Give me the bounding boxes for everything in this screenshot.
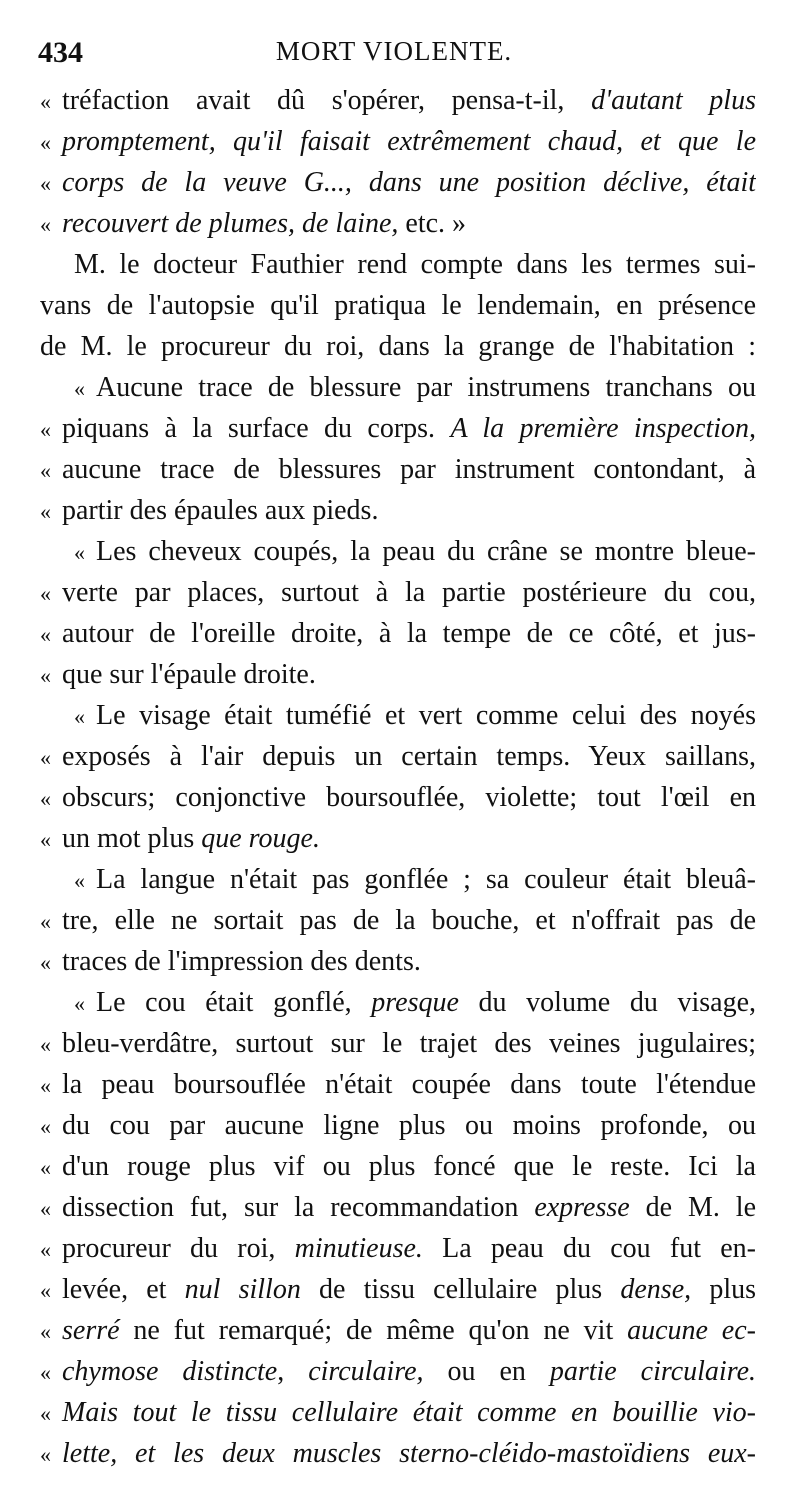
- text-line: [40, 1187, 756, 1228]
- italic-text: expresse: [534, 1192, 630, 1223]
- text-span: ou en: [423, 1356, 550, 1387]
- quote-mark: «: [40, 827, 51, 852]
- italic-text: recouvert de plumes, de laine,: [62, 208, 406, 239]
- quote-mark: «: [74, 540, 85, 565]
- quote-mark: «: [40, 581, 51, 606]
- text-span: bleu-verdâtre, surtout sur le trajet des veines jugulaires;: [62, 1028, 756, 1059]
- running-title: MORT VIOLENTE.: [275, 36, 513, 66]
- quote-mark: «: [74, 868, 85, 893]
- text-line: [40, 121, 756, 162]
- text-line: [40, 408, 756, 449]
- text-span: que sur l'épaule droite.: [62, 659, 316, 690]
- italic-text: aucune ec-: [627, 1315, 756, 1346]
- text-span: autour de l'oreille droite, à la tempe de ce côté, et jus-: [62, 618, 756, 649]
- text-line: [40, 654, 756, 695]
- italic-text: presque: [371, 987, 459, 1018]
- text-line: [40, 1023, 756, 1064]
- text-span: d'un rouge plus vif ou plus foncé que le reste. Ici la: [62, 1151, 756, 1182]
- italic-text: Mais tout le tissu cellulaire était comme en bouillie vio-: [62, 1397, 756, 1428]
- italic-text: A la première inspection,: [450, 413, 756, 444]
- text-line: [40, 982, 756, 1023]
- text-line: [40, 695, 756, 736]
- text-line: [40, 449, 756, 490]
- text-span: La langue n'était pas gonflée ; sa couleur était bleuâ-: [96, 864, 756, 895]
- text-span: M. le docteur Fauthier rend compte dans les termes sui-: [74, 249, 756, 280]
- text-line: [40, 326, 756, 367]
- text-line: [40, 367, 756, 408]
- text-line: [40, 572, 756, 613]
- text-line: [40, 1392, 756, 1433]
- text-span: de M. le: [629, 1192, 756, 1223]
- text-line: [40, 162, 756, 203]
- text-span: partir des épaules aux pieds.: [62, 495, 379, 526]
- body-text: [40, 80, 756, 1474]
- text-span: la peau boursouflée n'était coupée dans toute l'étendue: [62, 1069, 756, 1100]
- text-line: [40, 1105, 756, 1146]
- page-header: [38, 36, 750, 76]
- text-line: [40, 777, 756, 818]
- text-line: [40, 1269, 756, 1310]
- text-line: [40, 900, 756, 941]
- text-line: [40, 736, 756, 777]
- page-number: 434: [38, 36, 83, 69]
- text-span: piquans à la surface du corps.: [62, 413, 451, 444]
- text-line: [40, 1228, 756, 1269]
- text-span: La peau du cou fut en-: [422, 1233, 756, 1264]
- text-line: [40, 613, 756, 654]
- quote-mark: «: [40, 417, 51, 442]
- quote-mark: «: [40, 499, 51, 524]
- quote-mark: «: [40, 1155, 51, 1180]
- quote-mark: «: [40, 663, 51, 688]
- text-span: tréfaction avait dû s'opérer, pensa-t-il,: [62, 85, 592, 116]
- text-span: de M. le procureur du roi, dans la grange de l'habitation :: [40, 331, 756, 362]
- italic-text: promptement, qu'il faisait extrêmement chaud, et que le: [62, 126, 756, 157]
- text-span: tre, elle ne sortait pas de la bouche, et n'offrait pas de: [62, 905, 756, 936]
- quote-mark: «: [40, 1442, 51, 1467]
- text-line: [40, 244, 756, 285]
- quote-mark: «: [40, 1196, 51, 1221]
- text-span: vans de l'autopsie qu'il pratiqua le lendemain, en présence: [40, 290, 756, 321]
- text-span: du cou par aucune ligne plus ou moins profonde, ou: [62, 1110, 756, 1141]
- quote-mark: «: [74, 704, 85, 729]
- text-line: [40, 859, 756, 900]
- text-span: Le visage était tuméfié et vert comme celui des noyés: [96, 700, 756, 731]
- quote-mark: «: [40, 1237, 51, 1262]
- quote-mark: «: [40, 1401, 51, 1426]
- quote-mark: «: [74, 376, 85, 401]
- text-line: [40, 1064, 756, 1105]
- italic-text: minutieuse.: [294, 1233, 423, 1264]
- text-line: [40, 203, 756, 244]
- text-span: obscurs; conjonctive boursouflée, violette; tout l'œil en: [62, 782, 756, 813]
- quote-mark: «: [40, 212, 51, 237]
- text-span: traces de l'impression des dents.: [62, 946, 421, 977]
- quote-mark: «: [40, 622, 51, 647]
- text-span: levée, et: [62, 1274, 185, 1305]
- quote-mark: «: [40, 909, 51, 934]
- text-span: un mot plus: [62, 823, 202, 854]
- text-span: procureur du roi,: [62, 1233, 295, 1264]
- text-span: verte par places, surtout à la partie postérieure du cou,: [62, 577, 756, 608]
- quote-mark: «: [40, 1073, 51, 1098]
- italic-text: circulaire,: [308, 1356, 424, 1387]
- text-line: [40, 1351, 756, 1392]
- quote-mark: «: [74, 991, 85, 1016]
- text-span: dissection fut, sur la recommandation: [62, 1192, 535, 1223]
- text-span: plus: [691, 1274, 756, 1305]
- text-line: [40, 80, 756, 121]
- quote-mark: «: [40, 171, 51, 196]
- text-span: Les cheveux coupés, la peau du crâne se montre bleue-: [96, 536, 756, 567]
- italic-text: corps de la veuve G..., dans une position déclive, était: [62, 167, 756, 198]
- text-line: [40, 531, 756, 572]
- text-span: Le cou était gonflé,: [96, 987, 372, 1018]
- italic-text: partie circulaire.: [549, 1356, 756, 1387]
- italic-text: lette, et les deux muscles sterno-cléido-mastoïdiens eux-: [62, 1438, 756, 1469]
- quote-mark: «: [40, 1319, 51, 1344]
- text-line: [40, 490, 756, 531]
- text-line: [40, 1433, 756, 1474]
- quote-mark: «: [40, 786, 51, 811]
- italic-text: chymose distincte: [62, 1356, 278, 1387]
- text-line: [40, 941, 756, 982]
- italic-text: d'autant plus: [591, 85, 756, 116]
- text-line: [40, 285, 756, 326]
- text-span: Aucune trace de blessure par instrumens tranchans ou: [96, 372, 756, 403]
- quote-mark: «: [40, 1032, 51, 1057]
- text-span: ne fut remarqué; de même qu'on ne vit: [119, 1315, 628, 1346]
- quote-mark: «: [40, 130, 51, 155]
- quote-mark: «: [40, 1278, 51, 1303]
- italic-text: dense,: [620, 1274, 692, 1305]
- text-span: ,: [277, 1356, 309, 1387]
- text-line: [40, 1146, 756, 1187]
- text-span: de tissu cellulaire plus: [300, 1274, 621, 1305]
- quote-mark: «: [40, 1360, 51, 1385]
- text-span: aucune trace de blessures par instrument contondant, à: [62, 454, 756, 485]
- quote-mark: «: [40, 458, 51, 483]
- text-line: [40, 818, 756, 859]
- quote-mark: «: [40, 950, 51, 975]
- italic-text: que rouge.: [201, 823, 320, 854]
- text-span: exposés à l'air depuis un certain temps. Yeux saillans,: [62, 741, 756, 772]
- quote-mark: «: [40, 89, 51, 114]
- text-span: du volume du visage,: [458, 987, 756, 1018]
- italic-text: serré: [62, 1315, 120, 1346]
- italic-text: nul sillon: [184, 1274, 301, 1305]
- quote-mark: «: [40, 1114, 51, 1139]
- text-span: etc. »: [405, 208, 467, 239]
- quote-mark: «: [40, 745, 51, 770]
- text-line: [40, 1310, 756, 1351]
